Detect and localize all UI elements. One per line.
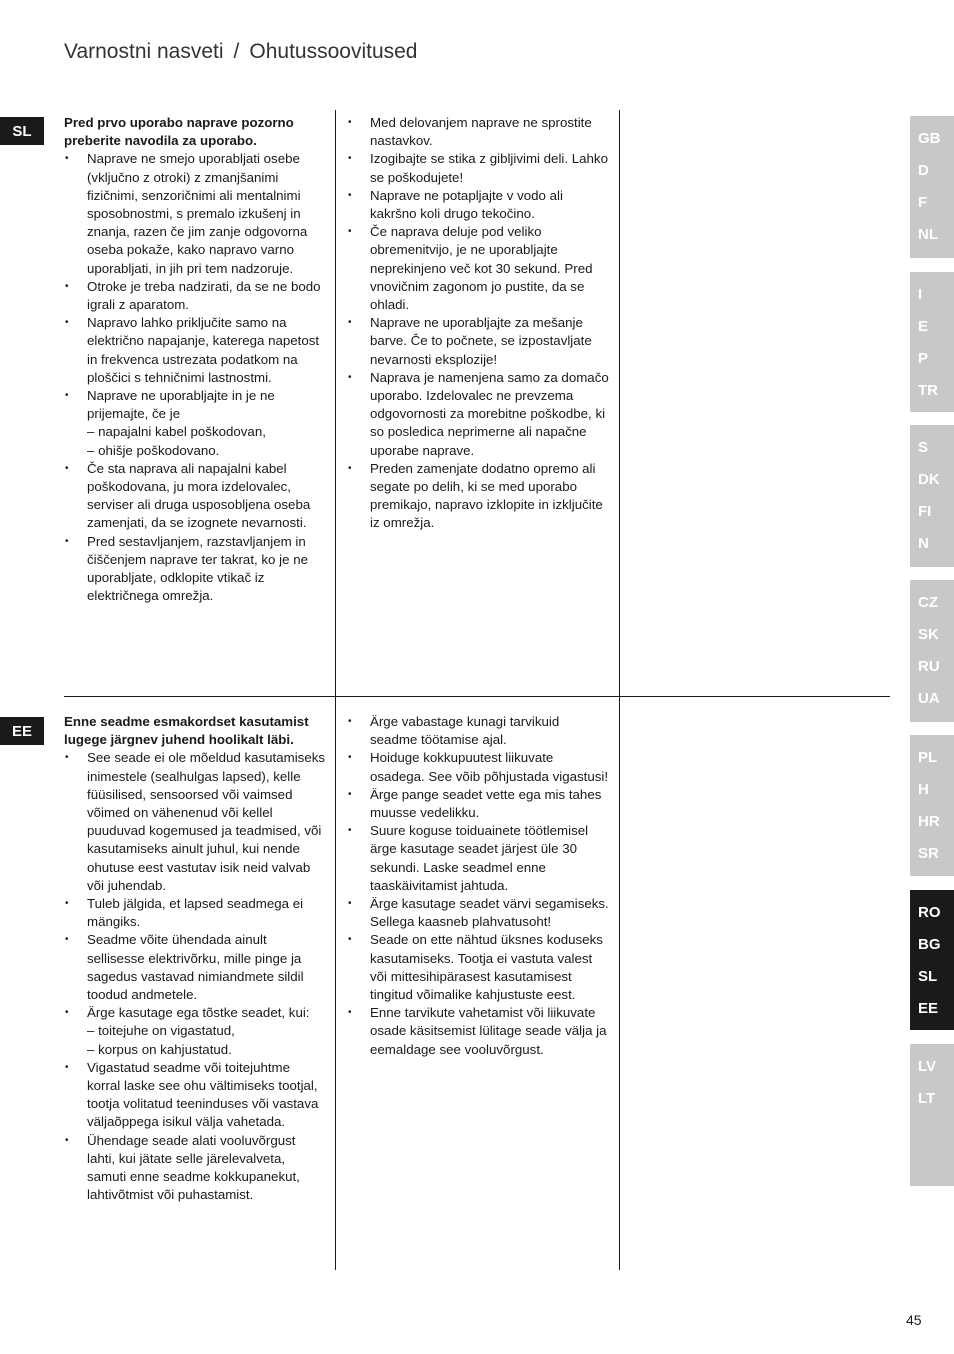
language-group-2[interactable] (910, 272, 954, 412)
language-tab-ru[interactable]: RU (918, 658, 940, 675)
language-tab-bg[interactable]: BG (918, 936, 941, 953)
language-tab-lt[interactable]: LT (918, 1090, 936, 1107)
language-tab-pl[interactable]: PL (918, 749, 938, 766)
language-tab-sk[interactable]: SK (918, 626, 939, 643)
language-tab-fi[interactable]: FI (918, 503, 932, 520)
list-item: • Ärge kasutage ega tõstke seadet, kui: – toitejuhe on vigastatud, – korpus on kahjustatud. (64, 1004, 326, 1059)
sub-item: – korpus on kahjustatud. (87, 1041, 232, 1057)
list-item: • Enne tarvikute vahetamist või liikuvate osade käsitsemist lülitage seade välja ja eemaldage see vooluvõrgust. (347, 1004, 609, 1059)
language-group-7[interactable] (910, 1044, 954, 1186)
list-item: • Suure koguse toiduainete töötlemisel ärge kasutage seadet järjest üle 30 sekundi. Laske seadmel enne taaskäivitamist jahtuda. (347, 822, 609, 895)
section-divider (64, 696, 890, 697)
list-item: • Tuleb jälgida, et lapsed seadmega ei mängiks. (64, 895, 326, 931)
list-item: • Ühendage seade alati vooluvõrgust lahti, kui jätate selle järelevalveta, samuti enne seadme kokkupanekut, lahtivõtmist või puhastamist. (64, 1132, 326, 1205)
language-tab-i[interactable]: I (918, 286, 923, 303)
sl-list-2 (347, 114, 609, 533)
language-tab-ro[interactable]: RO (918, 904, 941, 921)
language-tab-p[interactable]: P (918, 350, 929, 367)
sub-item: – toitejuhe on vigastatud, (87, 1023, 235, 1039)
language-tab-e[interactable]: E (918, 318, 929, 335)
list-item: • Hoiduge kokkupuutest liikuvate osadega. See võib põhjustada vigastusi! (347, 749, 609, 785)
list-item: • Ärge kasutage seadet värvi segamiseks. Sellega kaasneb plahvatusoht! (347, 895, 609, 931)
list-item: • Seadme võite ühendada ainult sellisesse elektrivõrku, mille pinge ja sagedus vastavad nimiandmete sildil toodud andmetele. (64, 931, 326, 1004)
ee-list-1 (64, 749, 326, 1204)
list-item: • Naprave ne potapljajte v vodo ali kakršno koli drugo tekočino. (347, 187, 609, 223)
language-tab-h[interactable]: H (918, 781, 929, 798)
list-item: • Med delovanjem naprave ne sprostite nastavkov. (347, 114, 609, 150)
sub-item: – napajalni kabel poškodovan, (87, 424, 266, 440)
language-tab-n[interactable]: N (918, 535, 929, 552)
list-item: • Če naprava deluje pod veliko obremenitvijo, je ne uporabljajte neprekinjeno več kot 30 sekund. Pred vnovičnim zagonom jo pustite, da se ohladi. (347, 223, 609, 314)
language-tab-s[interactable]: S (918, 439, 929, 456)
language-group-6-active[interactable] (910, 890, 954, 1030)
sl-intro: Pred prvo uporabo naprave pozorno preberite navodila za uporabo. (64, 115, 294, 149)
language-tab-sr[interactable]: SR (918, 845, 939, 862)
list-item: • Izogibajte se stika z gibljivimi deli. Lahko se poškodujete! (347, 150, 609, 186)
language-tab-lv[interactable]: LV (918, 1058, 937, 1075)
language-tab-ua[interactable]: UA (918, 690, 940, 707)
title-separator: / (233, 40, 240, 63)
ee-intro: Enne seadme esmakordset kasutamist lugege järgnev juhend hoolikalt läbi. (64, 714, 309, 748)
language-tab-tr[interactable]: TR (918, 382, 938, 399)
column-divider-1 (335, 110, 336, 1270)
sl-column-1 (64, 114, 326, 605)
language-tab-cz[interactable]: CZ (918, 594, 938, 611)
sub-item: – ohišje poškodovano. (87, 442, 220, 458)
list-item: • Seade on ette nähtud üksnes koduseks kasutamiseks. Tootja ei vastuta valest või mittesihipärasest kasutamisest tingitud võimalike kahjustuste eest. (347, 931, 609, 1004)
list-item: • See seade ei ole mõeldud kasutamiseks inimestele (sealhulgas lapsed), kelle füüsilised, sensoorsed või vaimsed võimed on vähenenud või kellel puuduvad kogemused ja teadmised, või kasutamiseks ainult juhul, kui nende ohutuse eest vastutav isik neid valvab või juhendab. (64, 749, 326, 895)
language-tab-dk[interactable]: DK (918, 471, 940, 488)
language-tab-sl[interactable]: SL (918, 968, 938, 985)
list-item: • Ärge vabastage kunagi tarvikuid seadme töötamise ajal. (347, 713, 609, 749)
ee-column-2 (347, 713, 609, 1059)
language-group-3[interactable] (910, 425, 954, 567)
page-title (64, 40, 417, 64)
language-tag-sl: SL (0, 117, 44, 145)
language-tab-hr[interactable]: HR (918, 813, 940, 830)
list-item: • Naprave ne uporabljajte za mešanje barve. Če to počnete, se izpostavljate nevarnosti eksplozije! (347, 314, 609, 369)
list-item: • Pred sestavljanjem, razstavljanjem in čiščenjem naprave ter takrat, ko je ne uporabljate, odklopite vtikač iz električnega omrežja. (64, 533, 326, 606)
list-item: • Naprava je namenjena samo za domačo uporabo. Izdelovalec ne prevzema odgovornosti za morebitne poškodbe, ki so posledica neprimerne ali napačne uporabe naprave. (347, 369, 609, 460)
column-divider-2 (619, 110, 620, 1270)
title-left: Varnostni nasveti (64, 40, 224, 63)
language-tab-f[interactable]: F (918, 194, 928, 211)
list-item: • Naprave ne smejo uporabljati osebe (vključno z otroki) z zmanjšanimi fizičnimi, senzoričnimi ali mentalnimi sposobnostmi, s premalo izkušenj in znanja, razen če jim zanje odgovorna oseba pokaže, kako napravo varno uporabljati, in jih pri tem nadzoruje. (64, 150, 326, 277)
language-tab-gb[interactable]: GB (918, 130, 941, 147)
language-group-5[interactable] (910, 735, 954, 876)
language-tab-nl[interactable]: NL (918, 226, 938, 243)
list-item: • Preden zamenjate dodatno opremo ali segate po delih, ki se med uporabo premikajo, napravo izklopite in izključite iz omrežja. (347, 460, 609, 533)
language-tag-ee: EE (0, 717, 44, 745)
title-right: Ohutussoovitused (249, 40, 418, 63)
ee-column-1 (64, 713, 326, 1204)
ee-list-2 (347, 713, 609, 1059)
list-item: • Otroke je treba nadzirati, da se ne bodo igrali z aparatom. (64, 278, 326, 314)
list-item: • Ärge pange seadet vette ega mis tahes muusse vedelikku. (347, 786, 609, 822)
list-item: • Napravo lahko priključite samo na električno napajanje, katerega napetost in frekvenca ustrezata podatkom na ploščici s tehničnimi lastnostmi. (64, 314, 326, 387)
language-group-4[interactable] (910, 580, 954, 722)
list-item: • Vigastatud seadme või toitejuhtme korral laske see ohu vältimiseks tootjal, tootja volitatud teeninduses või vastava väljaõppega isikul välja vahetada. (64, 1059, 326, 1132)
sl-column-2 (347, 114, 609, 533)
list-item: • Naprave ne uporabljajte in je ne prijemajte, če je – napajalni kabel poškodovan, – ohišje poškodovano. (64, 387, 326, 460)
list-item: • Če sta naprava ali napajalni kabel poškodovana, ju mora izdelovalec, serviser ali druga usposobljena oseba zamenjati, da se izognete nevarnosti. (64, 460, 326, 533)
language-group-1[interactable] (910, 116, 954, 258)
sl-list-1 (64, 150, 326, 605)
language-tab-d[interactable]: D (918, 162, 929, 179)
page-number: 45 (906, 1312, 922, 1328)
language-tab-ee[interactable]: EE (918, 1000, 939, 1017)
